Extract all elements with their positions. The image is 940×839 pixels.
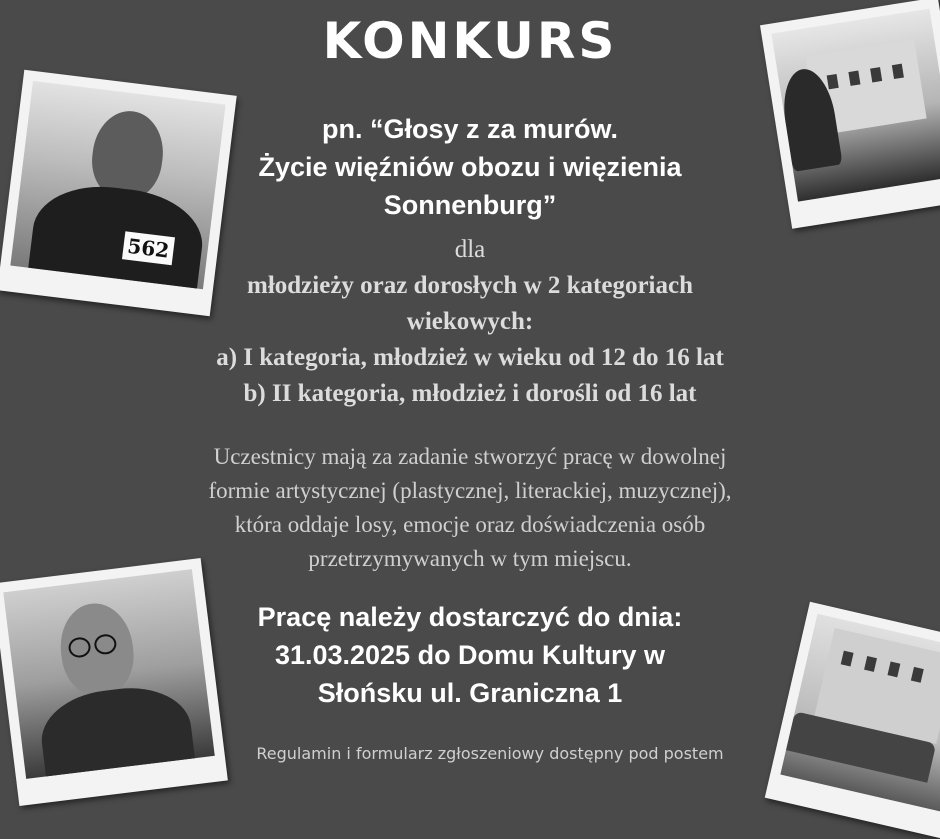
category-item: b) II kategoria, młodzież i dorośli od 16 lat [243,380,697,407]
building-window [827,74,839,89]
audience-line-1: dla [454,236,486,263]
task-description [150,440,790,576]
footer-note: Regulamin i formularz zgłoszeniowy dostępny pod postem [256,744,724,763]
building-image-bottom-right [780,614,940,812]
building-photo-bottom-right [765,602,940,839]
contest-name-line-3: Sonnenburg” [383,190,557,220]
deadline-line: Słońsku ul. Graniczna 1 [317,678,623,708]
audience-line-3: wiekowych: [406,308,534,335]
man-jacket-shape [37,681,198,779]
man-with-glasses-image [3,569,214,779]
description-line: która oddaje losy, emocje oraz doświadczenia osób [234,512,706,537]
contest-name [210,110,730,224]
deadline-block [190,598,750,712]
deadline-line: Pracę należy dostarczyć do dnia: [257,602,683,632]
building-window [848,71,860,86]
audience-block [160,232,780,412]
description-line: Uczestnicy mają za zadanie stworzyć pracę w dowolnej [213,444,727,469]
description-line: przetrzymywanych w tym miejscu. [308,546,632,571]
prisoner-number-tag: 562 [122,231,175,265]
page-title: KONKURS [322,12,618,70]
contest-name-line-2: Życie więźniów obozu i więzienia [258,152,682,182]
deadline-line: 31.03.2025 do Domu Kultury w [274,640,666,670]
contest-name-line-1: pn. “Głosy z za murów. [321,114,619,144]
category-item: a) I kategoria, młodzież w wieku od 12 do 16 lat [216,344,724,371]
audience-line-2: młodzieży oraz dorosłych w 2 kategoriach [247,272,693,299]
description-line: formie artystycznej (plastycznej, literackiej, muzycznej), [208,478,732,503]
